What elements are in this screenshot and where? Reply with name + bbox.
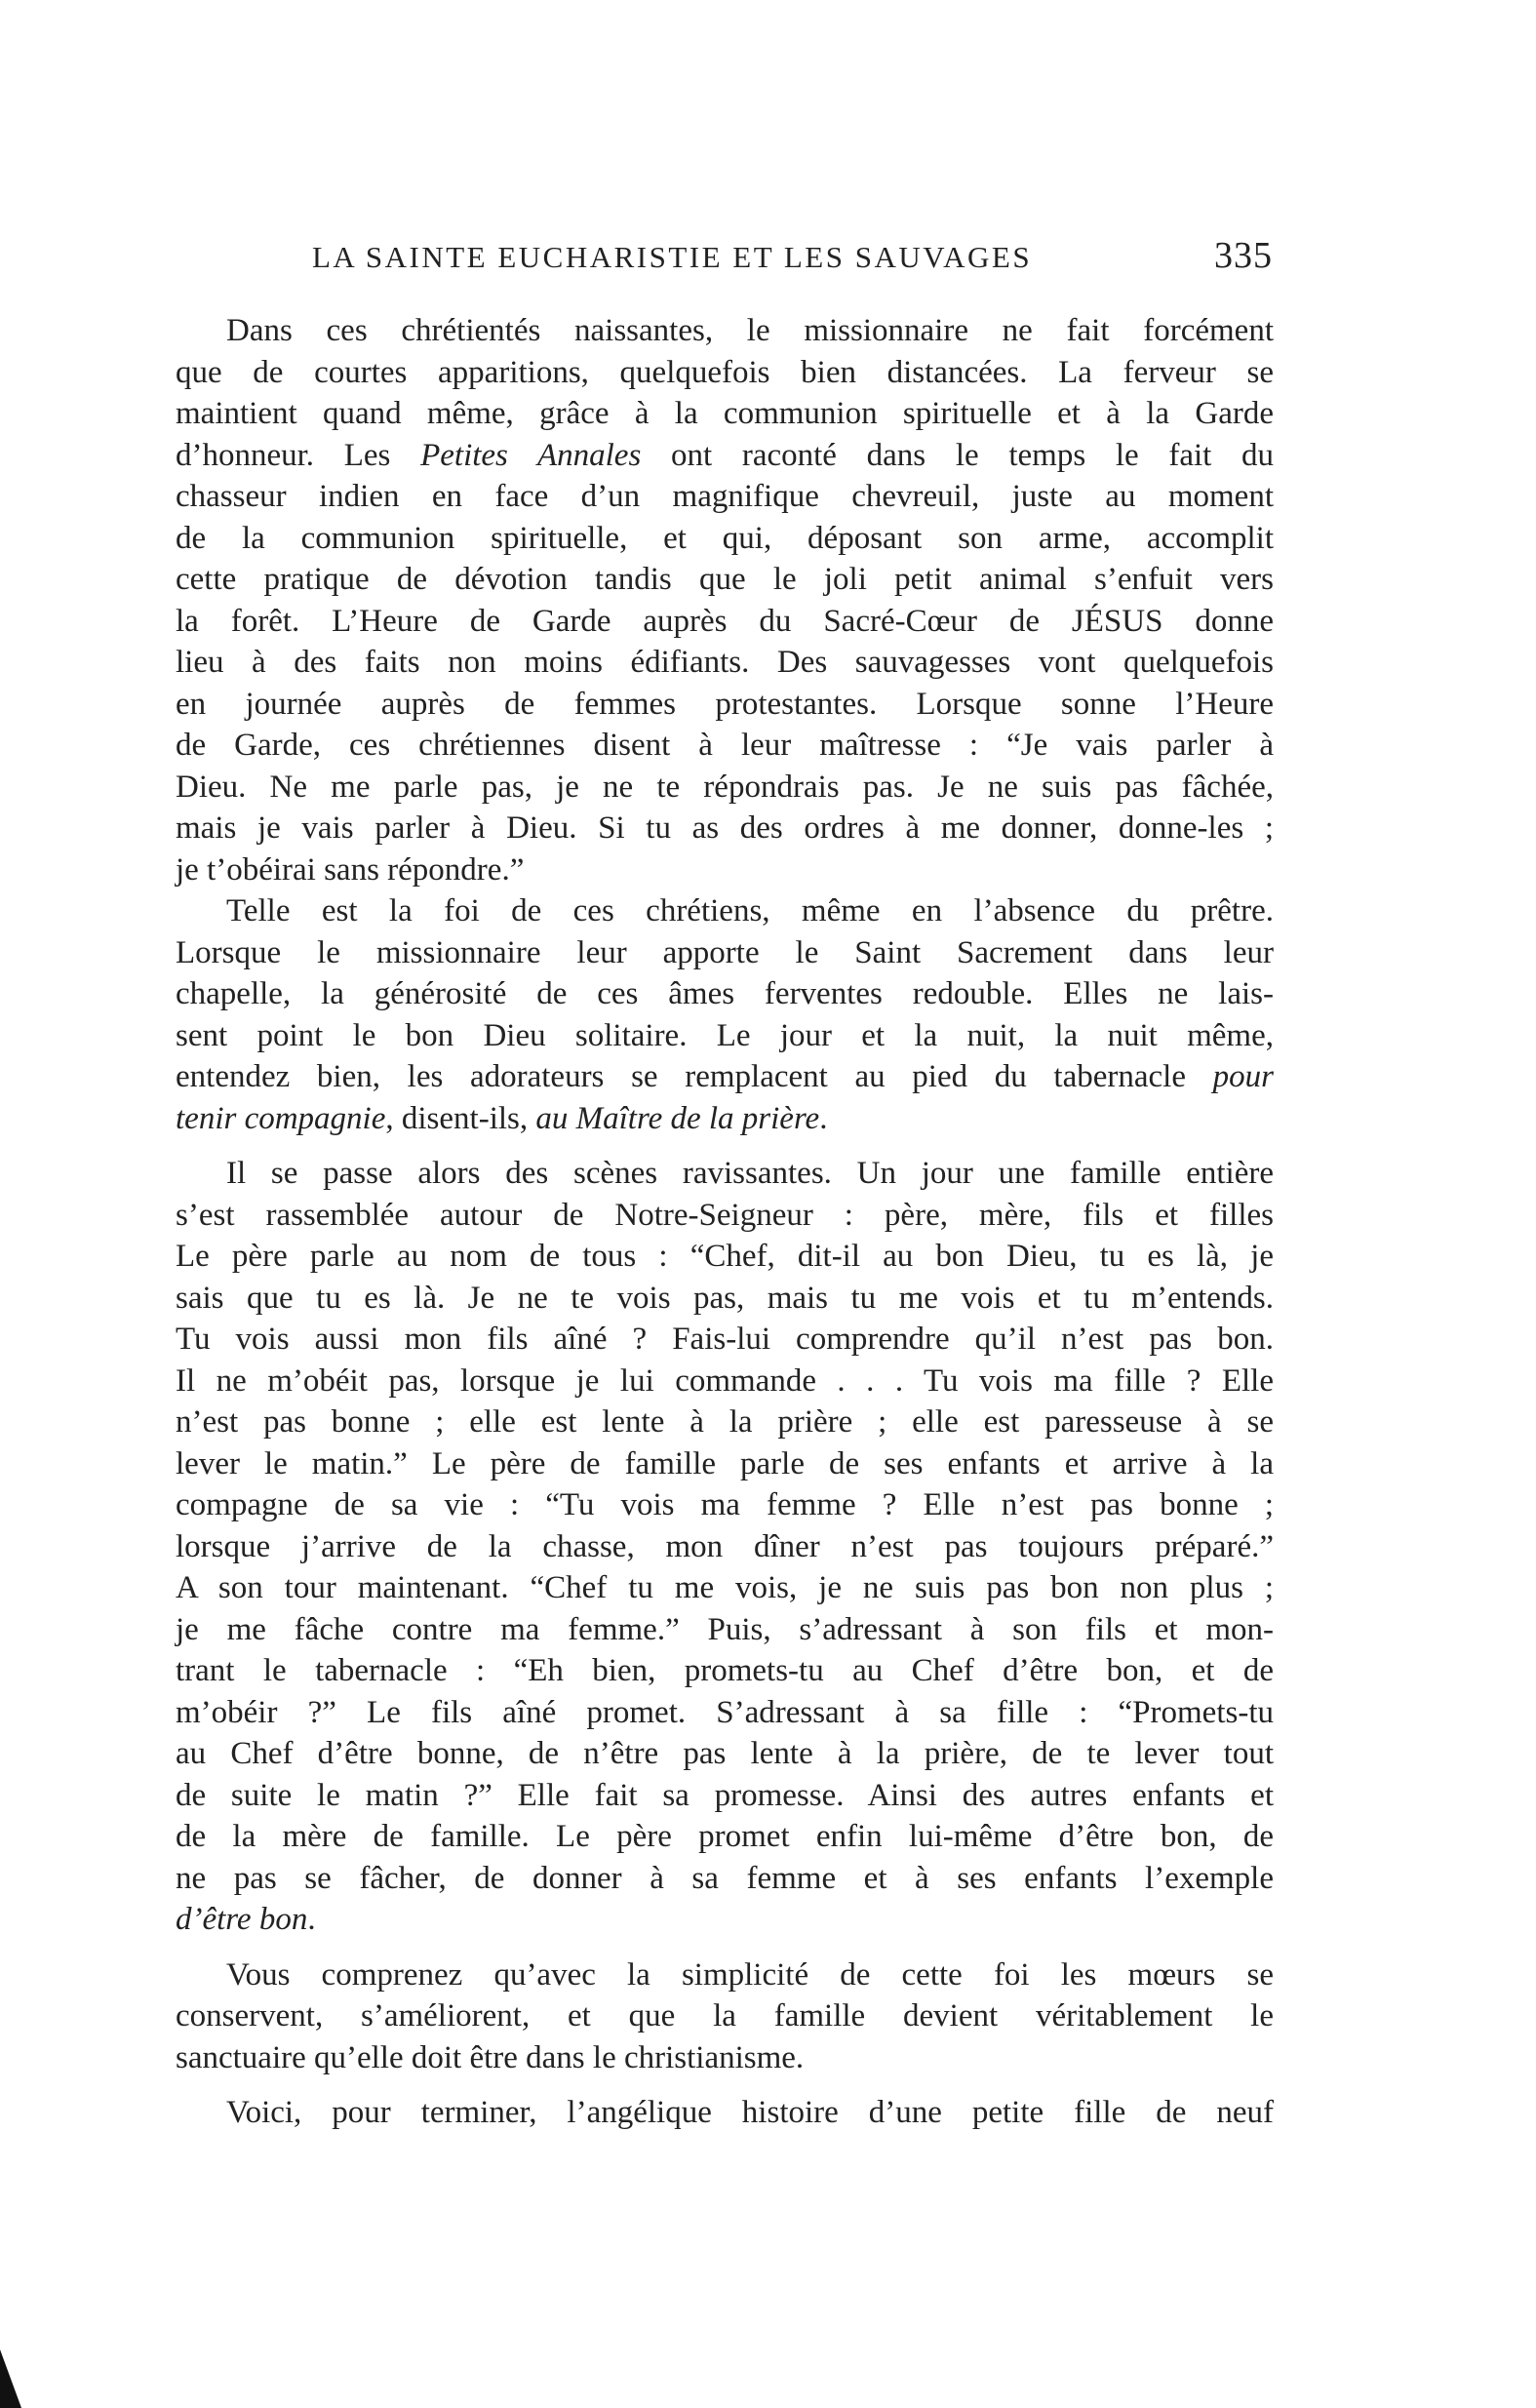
text-line: chapelle, la générosité de ces âmes ferventes redouble. Elles ne lais- — [176, 976, 1274, 1011]
text-line: sent point le bon Dieu solitaire. Le jour et la nuit, la nuit même, — [176, 1017, 1274, 1053]
running-head — [312, 230, 1273, 289]
text-line: Voici, pour terminer, l’angélique histoire d’une petite fille de neuf — [226, 2095, 1274, 2130]
text-line: de la mère de famille. Le père promet enfin lui-même d’être bon, de — [176, 1819, 1274, 1854]
text-line: m’obéir ?” Le fils aîné promet. S’adressant à sa fille : “Promets-tu — [176, 1694, 1274, 1730]
paragraph-gap — [176, 1139, 1274, 1153]
text-line: de Garde, ces chrétiennes disent à leur maîtresse : “Je vais parler à — [176, 728, 1274, 763]
text-line: ne pas se fâcher, de donner à sa femme et à ses enfants l’exemple — [176, 1860, 1274, 1896]
text-line: Tu vois aussi mon fils aîné ? Fais-lui comprendre qu’il n’est pas bon. — [176, 1322, 1274, 1357]
italic-title: Petites Annales — [420, 437, 642, 473]
text-line: que de courtes apparitions, quelquefois bien distancées. La ferveur se — [176, 354, 1274, 390]
italic-phrase: au Maître de la prière — [535, 1100, 820, 1136]
paragraph-gap — [176, 1941, 1274, 1954]
paragraph-gap — [176, 2078, 1274, 2092]
text-line: chasseur indien en face d’un magnifique chevreuil, juste au moment — [176, 479, 1274, 514]
page-number: 335 — [1214, 235, 1273, 276]
text-line: de suite le matin ?” Elle fait sa promesse. Ainsi des autres enfants et — [176, 1777, 1274, 1813]
text-line: cette pratique de dévotion tandis que le joli petit animal s’enfuit vers — [176, 562, 1274, 597]
italic-phrase: d’être bon — [176, 1902, 308, 1937]
text-line: lieu à des faits non moins édifiants. Des sauvagesses vont quelquefois — [176, 645, 1274, 680]
text-line: Dans ces chrétientés naissantes, le missionnaire ne fait forcément — [226, 313, 1274, 348]
running-title: LA SAINTE EUCHARISTIE ET LES SAUVAGES — [312, 240, 1033, 274]
text-line: compagne de sa vie : “Tu vois ma femme ? Elle n’est pas bonne ; — [176, 1487, 1274, 1522]
text-line: Il ne m’obéit pas, lorsque je lui commande . . . Tu vois ma fille ? Elle — [176, 1362, 1274, 1399]
text-line: sanctuaire qu’elle doit être dans le christianisme. — [176, 2039, 805, 2075]
text-line: lorsque j’arrive de la chasse, mon dîner n’est pas toujours préparé.” — [176, 1528, 1274, 1564]
text-line: mais je vais parler à Dieu. Si tu as des ordres à me donner, donne-les ; — [176, 810, 1274, 846]
text-line: conservent, s’améliorent, et que la famille devient véritablement le — [176, 1998, 1274, 2033]
text-line: A son tour maintenant. “Chef tu me vois, je ne suis pas bon non plus ; — [176, 1570, 1274, 1605]
text-line: la forêt. L’Heure de Garde auprès du Sacré-Cœur de JÉSUS donne — [176, 603, 1274, 639]
text-line: Le père parle au nom de tous : “Chef, dit-il au bon Dieu, tu es là, je — [176, 1239, 1274, 1274]
text-line: maintient quand même, grâce à la communion spirituelle et à la Garde — [176, 396, 1274, 431]
text-line: trant le tabernacle : “Eh bien, promets-tu au Chef d’être bon, et de — [176, 1653, 1274, 1688]
text-line: tenir compagnie, disent-ils, au Maître de la prière. — [176, 1100, 828, 1136]
text-line: Lorsque le missionnaire leur apporte le Saint Sacrement dans leur — [176, 934, 1274, 970]
text-line: Telle est la foi de ces chrétiens, même en l’absence du prêtre. — [226, 893, 1274, 928]
text-line: entendez bien, les adorateurs se remplacent au pied du tabernacle pour — [176, 1059, 1274, 1094]
text-line: Dieu. Ne me parle pas, je ne te répondrais pas. Je ne suis pas fâchée, — [176, 769, 1274, 805]
text-line: au Chef d’être bonne, de n’être pas lente à la prière, de te lever tout — [176, 1736, 1274, 1771]
text-line: sais que tu es là. Je ne te vois pas, mais tu me vois et tu m’entends. — [176, 1280, 1274, 1316]
text-line: n’est pas bonne ; elle est lente à la prière ; elle est paresseuse à se — [176, 1404, 1274, 1440]
body-text — [176, 310, 1274, 2134]
text-line: je me fâche contre ma femme.” Puis, s’adressant à son fils et mon- — [176, 1611, 1274, 1647]
text-line: s’est rassemblée autour de Notre-Seigneur : père, mère, fils et filles — [176, 1197, 1274, 1233]
italic-phrase: tenir compagnie — [176, 1100, 386, 1136]
text-line: je t’obéirai sans répondre.” — [176, 851, 525, 888]
paragraph-2 — [176, 890, 1274, 1139]
text-line: Vous comprenez qu’avec la simplicité de cette foi les mœurs se — [226, 1956, 1274, 1993]
paragraph-1 — [176, 310, 1274, 890]
paragraph-4 — [176, 1954, 1274, 2079]
text-line: Il se passe alors des scènes ravissantes. Un jour une famille entière — [226, 1156, 1274, 1191]
paragraph-5 — [176, 2092, 1274, 2134]
text-line: lever le matin.” Le père de famille parle de ses enfants et arrive à la — [176, 1445, 1274, 1481]
text-line: d’être bon. — [176, 1902, 316, 1937]
text-line: de la communion spirituelle, et qui, déposant son arme, accomplit — [176, 520, 1274, 556]
text-line: d’honneur. Les Petites Annales ont raconté dans le temps le fait du — [176, 437, 1275, 473]
page-edge-mark — [0, 2349, 21, 2408]
text-line: en journée auprès de femmes protestantes. Lorsque sonne l’Heure — [176, 686, 1274, 722]
paragraph-3 — [176, 1153, 1274, 1941]
italic-phrase: pour — [1212, 1059, 1274, 1094]
